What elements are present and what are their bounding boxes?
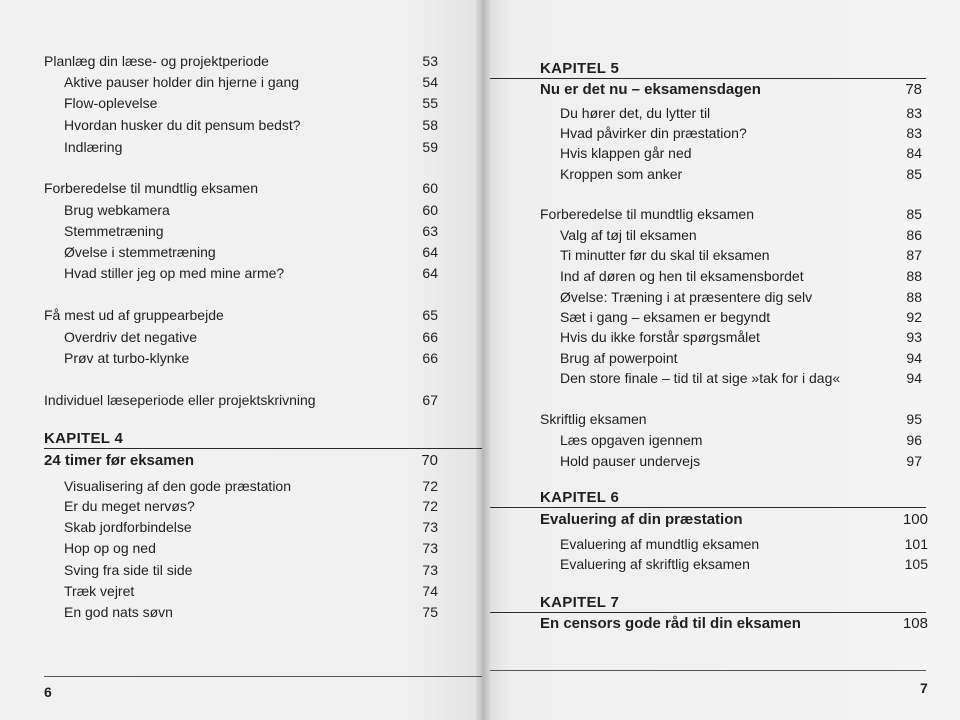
toc-entry-title: Indlæring — [64, 139, 123, 155]
toc-entry-page: 66 — [422, 329, 438, 345]
toc-entry-title: Stemmetræning — [64, 223, 164, 239]
page-number: 7 — [920, 680, 928, 696]
toc-entry-page: 87 — [906, 247, 922, 263]
toc-entry-title: 24 timer før eksamen — [44, 452, 195, 469]
toc-entry-title: Prøv at turbo-klynke — [64, 350, 190, 366]
toc-entry-title: Skab jordforbindelse — [64, 519, 192, 535]
toc-entry-page: 78 — [905, 81, 922, 98]
toc-entry-page: 65 — [422, 307, 438, 323]
toc-entry-page: 64 — [422, 244, 438, 260]
chapter-label: KAPITEL 5 — [540, 60, 620, 77]
toc-entry-page: 83 — [906, 125, 922, 141]
toc-entry-title: Visualisering af den gode præstation — [64, 478, 292, 494]
toc-entry-title: Evaluering af mundtlig eksamen — [560, 536, 760, 552]
toc-entry-page: 75 — [422, 604, 438, 620]
toc-entry-page: 70 — [421, 452, 438, 469]
toc-entry-title: Træk vejret — [64, 583, 135, 599]
toc-entry-page: 72 — [422, 478, 438, 494]
toc-entry-page: 100 — [902, 511, 928, 528]
toc-entry-page: 96 — [906, 432, 922, 448]
toc-entry-title: Hvordan husker du dit pensum bedst? — [64, 117, 301, 133]
chapter-rule — [490, 612, 926, 613]
toc-entry-title: Øvelse i stemmetræning — [64, 244, 216, 260]
toc-entry-page: 83 — [906, 105, 922, 121]
toc-entry-page: 108 — [902, 615, 928, 632]
toc-entry-title: Hop op og ned — [64, 540, 156, 556]
toc-entry-page: 72 — [422, 498, 438, 514]
toc-entry-title: Ti minutter før du skal til eksamen — [560, 247, 770, 263]
toc-entry-title: Ind af døren og hen til eksamensbordet — [560, 268, 804, 284]
toc-entry-title: Hvis du ikke forstår spørgsmålet — [560, 329, 760, 345]
toc-entry-page: 88 — [906, 289, 922, 305]
toc-entry-page: 74 — [422, 583, 438, 599]
toc-entry-page: 97 — [906, 453, 922, 469]
chapter-label: KAPITEL 6 — [540, 489, 620, 506]
toc-entry-page: 59 — [422, 139, 438, 155]
toc-entry-page: 85 — [906, 166, 922, 182]
toc-entry-page: 67 — [422, 392, 438, 408]
toc-entry-page: 73 — [422, 562, 438, 578]
toc-entry-page: 66 — [422, 350, 438, 366]
toc-entry-title: Aktive pauser holder din hjerne i gang — [64, 74, 300, 90]
toc-entry-title: Nu er det nu – eksamensdagen — [540, 81, 761, 98]
footer-rule — [490, 670, 926, 671]
toc-entry-page: 58 — [422, 117, 438, 133]
toc-entry-page: 88 — [906, 268, 922, 284]
toc-entry-title: Planlæg din læse- og projektperiode — [44, 53, 269, 69]
toc-entry-page: 95 — [906, 411, 922, 427]
toc-entry-page: 64 — [422, 265, 438, 281]
toc-entry-page: 63 — [422, 223, 438, 239]
chapter-rule — [44, 448, 492, 449]
toc-entry-title: Sving fra side til side — [64, 562, 193, 578]
toc-entry-page: 105 — [904, 556, 928, 572]
toc-entry-title: Skriftlig eksamen — [540, 411, 647, 427]
toc-entry-page: 86 — [906, 227, 922, 243]
toc-entry-title: Hold pauser undervejs — [560, 453, 701, 469]
toc-entry-title: Sæt i gang – eksamen er begyndt — [560, 309, 771, 325]
toc-entry-title: Evaluering af skriftlig eksamen — [560, 556, 750, 572]
toc-entry-title: Flow-oplevelse — [64, 95, 158, 111]
toc-entry-title: Er du meget nervøs? — [64, 498, 195, 514]
chapter-rule — [490, 507, 926, 508]
toc-entry-title: Individuel læseperiode eller projektskrivning — [44, 392, 316, 408]
chapter-label: KAPITEL 4 — [44, 430, 124, 447]
toc-entry-title: Forberedelse til mundtlig eksamen — [44, 180, 258, 196]
toc-entry-page: 73 — [422, 519, 438, 535]
toc-entry-title: En god nats søvn — [64, 604, 173, 620]
toc-entry-page: 54 — [422, 74, 438, 90]
toc-entry-title: Evaluering af din præstation — [540, 511, 743, 528]
toc-entry-page: 55 — [422, 95, 438, 111]
toc-entry-title: Overdriv det negative — [64, 329, 198, 345]
toc-entry-page: 94 — [906, 350, 922, 366]
toc-entry-title: Få mest ud af gruppearbejde — [44, 307, 224, 323]
chapter-rule — [490, 78, 926, 79]
right-page — [482, 0, 960, 720]
toc-entry-title: Brug webkamera — [64, 202, 170, 218]
toc-entry-title: Hvad stiller jeg op med mine arme? — [64, 265, 285, 281]
toc-entry-title: Brug af powerpoint — [560, 350, 678, 366]
toc-entry-page: 60 — [422, 202, 438, 218]
toc-entry-page: 60 — [422, 180, 438, 196]
toc-entry-title: Valg af tøj til eksamen — [560, 227, 697, 243]
toc-entry-title: Læs opgaven igennem — [560, 432, 703, 448]
toc-entry-title: Hvis klappen går ned — [560, 145, 692, 161]
toc-entry-page: 73 — [422, 540, 438, 556]
toc-entry-page: 101 — [904, 536, 928, 552]
toc-entry-title: En censors gode råd til din eksamen — [540, 615, 801, 632]
chapter-label: KAPITEL 7 — [540, 594, 620, 611]
page-number: 6 — [44, 684, 52, 700]
toc-entry-title: Forberedelse til mundtlig eksamen — [540, 206, 754, 222]
toc-entry-title: Øvelse: Træning i at præsentere dig selv — [560, 289, 813, 305]
toc-entry-title: Hvad påvirker din præstation? — [560, 125, 747, 141]
toc-entry-page: 92 — [906, 309, 922, 325]
toc-entry-page: 84 — [906, 145, 922, 161]
toc-entry-page: 53 — [422, 53, 438, 69]
toc-entry-title: Du hører det, du lytter til — [560, 105, 711, 121]
footer-rule — [44, 676, 492, 677]
toc-entry-page: 93 — [906, 329, 922, 345]
toc-entry-title: Kroppen som anker — [560, 166, 683, 182]
toc-entry-page: 85 — [906, 206, 922, 222]
toc-entry-page: 94 — [906, 370, 922, 386]
book-gutter — [476, 0, 490, 720]
toc-entry-title: Den store finale – tid til at sige »tak for i dag« — [560, 370, 841, 386]
